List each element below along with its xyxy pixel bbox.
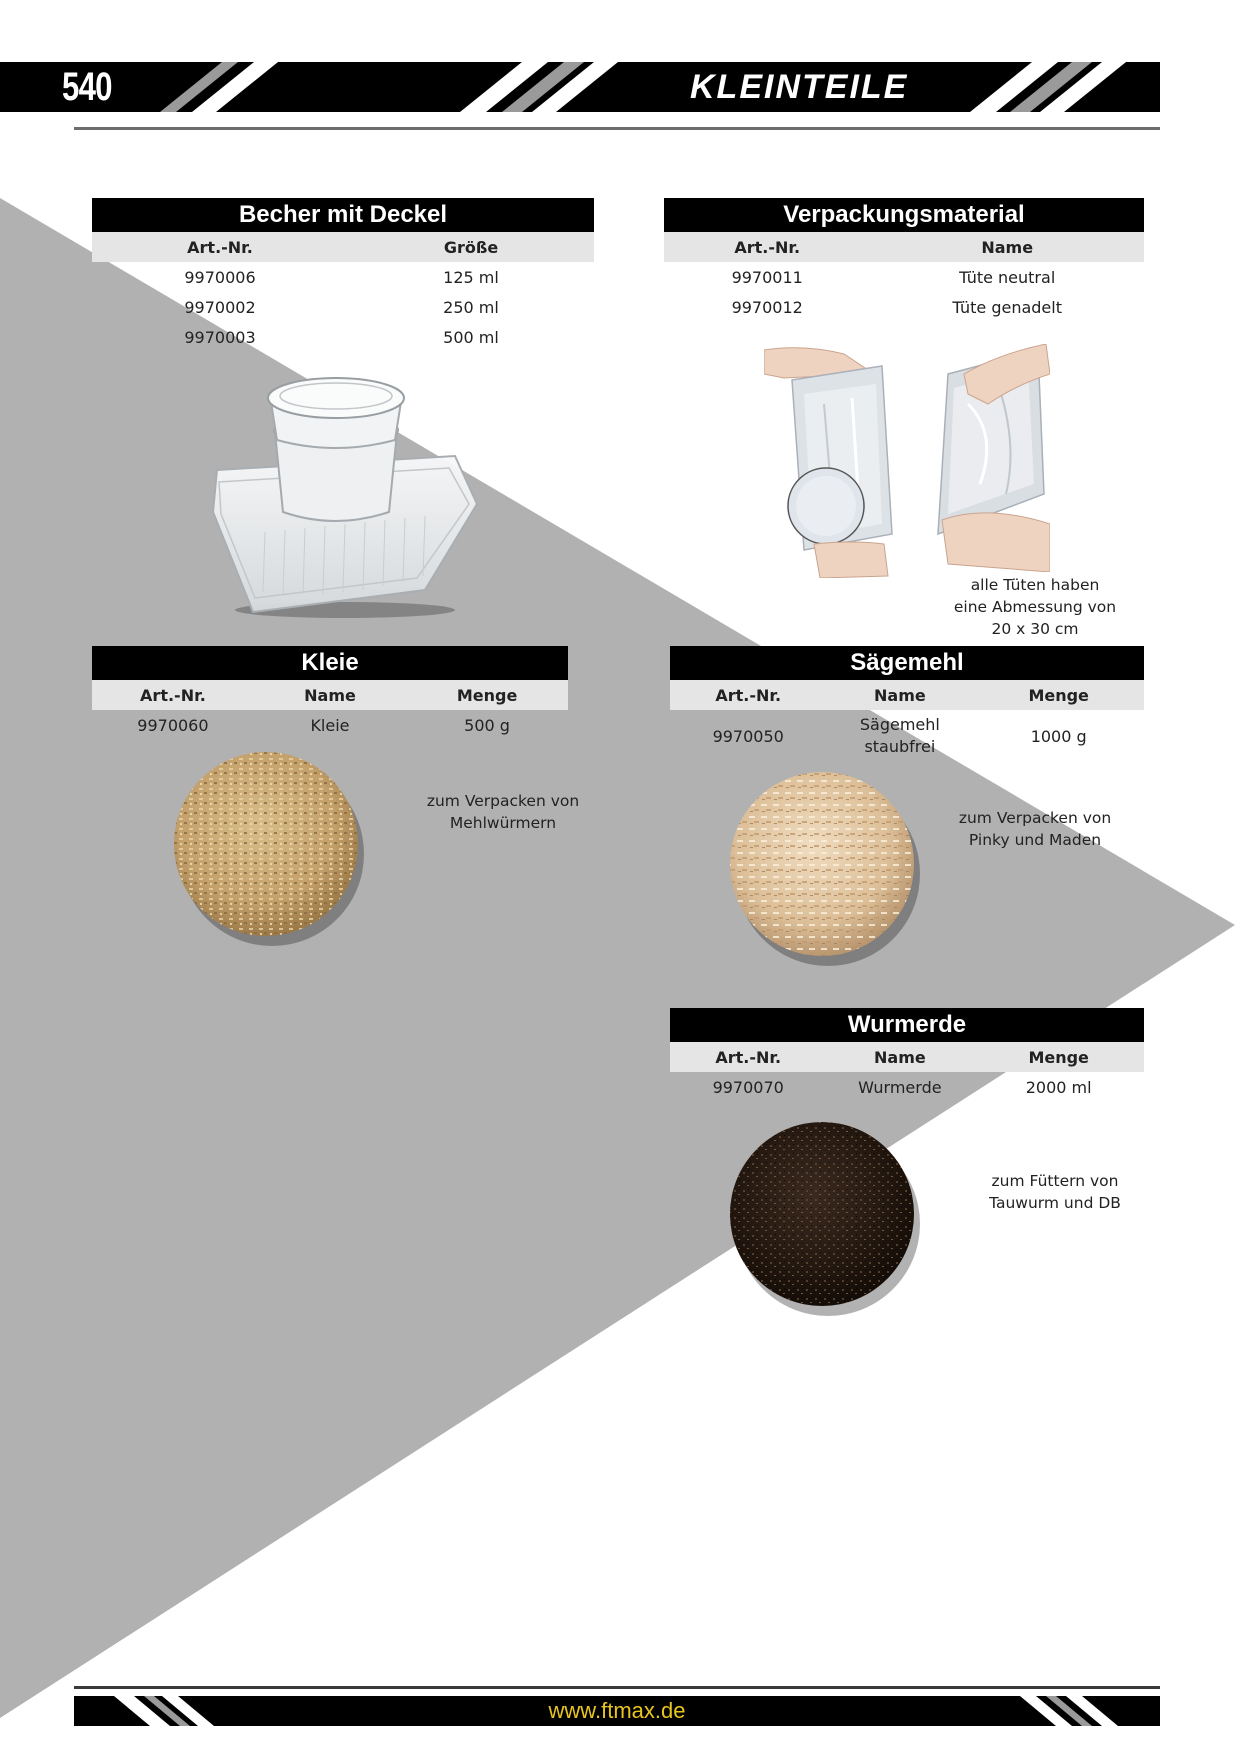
column-header-name: Name (826, 680, 973, 710)
wurmerde-usage-note (960, 1170, 1150, 1214)
kleie-table (92, 680, 568, 740)
cell-art-nr: 9970011 (731, 267, 803, 287)
note-line: Pinky und Maden (968, 831, 1102, 849)
table-row (664, 292, 1144, 322)
section-saegemehl (670, 646, 1144, 762)
table-header-row (670, 1042, 1144, 1072)
column-header-name: Name (254, 680, 406, 710)
cell-name-line: staubfrei (864, 737, 936, 756)
cell-art-nr: 9970070 (712, 1077, 784, 1097)
cell-art-nr: 9970002 (184, 297, 256, 317)
column-header-art-nr: Art.-Nr. (670, 1042, 826, 1072)
worm-soil-image (724, 1116, 924, 1316)
cell-art-nr: 9970003 (184, 327, 256, 347)
saegemehl-table (670, 680, 1144, 762)
cell-groesse: 250 ml (443, 297, 499, 317)
column-header-art-nr: Art.-Nr. (664, 232, 870, 262)
cell-art-nr: 9970060 (137, 715, 209, 735)
cell-menge: 2000 ml (1025, 1077, 1092, 1097)
bran-image (168, 746, 368, 946)
cell-menge: 500 g (464, 715, 510, 735)
section-title: Wurmerde (670, 1008, 1144, 1042)
table-row (664, 262, 1144, 292)
table-row (92, 322, 594, 352)
table-header-row (92, 680, 568, 710)
cell-menge: 1000 g (1030, 726, 1087, 746)
verpackung-table (664, 232, 1144, 322)
header-divider (74, 127, 1160, 130)
table-header-row (670, 680, 1144, 710)
note-line: Mehlwürmern (449, 814, 557, 832)
section-title: Verpackungsmaterial (664, 198, 1144, 232)
note-line: 20 x 30 cm (991, 620, 1079, 638)
note-line: zum Füttern von (991, 1172, 1119, 1190)
sawdust-image (724, 766, 924, 966)
footer-divider (74, 1686, 1160, 1689)
section-title: Sägemehl (670, 646, 1144, 680)
note-line: alle Tüten haben (970, 576, 1100, 594)
table-row (670, 1072, 1144, 1102)
cell-art-nr: 9970050 (712, 726, 784, 746)
table-header-row (92, 232, 594, 262)
section-title: Kleie (92, 646, 568, 680)
cell-art-nr: 9970012 (731, 297, 803, 317)
table-row (92, 292, 594, 322)
cell-groesse: 125 ml (443, 267, 499, 287)
plastic-bag-perforated-image (928, 344, 1050, 572)
column-header-art-nr: Art.-Nr. (670, 680, 826, 710)
note-line: eine Abmessung von (953, 598, 1117, 616)
note-line: zum Verpacken von (426, 792, 580, 810)
becher-table (92, 232, 594, 352)
table-header-row (664, 232, 1144, 262)
table-row (92, 710, 568, 740)
page-title: KLEINTEILE (690, 68, 909, 106)
plastic-containers-image (205, 372, 485, 622)
column-header-art-nr: Art.-Nr. (92, 680, 254, 710)
cell-name: Tüte genadelt (952, 297, 1062, 317)
column-header-name: Name (826, 1042, 973, 1072)
wurmerde-table (670, 1042, 1144, 1102)
note-line: Tauwurm und DB (989, 1194, 1121, 1212)
column-header-art-nr: Art.-Nr. (92, 232, 348, 262)
footer-website-link[interactable]: www.ftmax.de (548, 1698, 686, 1723)
table-row (670, 710, 1144, 762)
section-wurmerde (670, 1008, 1144, 1102)
column-header-menge: Menge (973, 1042, 1144, 1072)
section-becher-mit-deckel (92, 198, 594, 352)
cell-name-line: Sägemehl (859, 715, 940, 734)
table-row (92, 262, 594, 292)
cell-name (826, 710, 973, 762)
header-bar (0, 62, 1160, 112)
cell-name: Wurmerde (858, 1077, 942, 1097)
bag-dimension-note (940, 574, 1130, 640)
section-title: Becher mit Deckel (92, 198, 594, 232)
column-header-groesse: Größe (348, 232, 594, 262)
cell-art-nr: 9970006 (184, 267, 256, 287)
plastic-bag-neutral-image (764, 344, 900, 578)
cell-groesse: 500 ml (443, 327, 499, 347)
page-number: 540 (62, 65, 112, 109)
column-header-menge: Menge (973, 680, 1144, 710)
note-line: zum Verpacken von (958, 809, 1112, 827)
saegemehl-usage-note (940, 807, 1130, 851)
column-header-name: Name (870, 232, 1144, 262)
section-kleie (92, 646, 568, 740)
section-verpackungsmaterial (664, 198, 1144, 322)
column-header-menge: Menge (406, 680, 568, 710)
cell-name: Tüte neutral (959, 267, 1056, 287)
kleie-usage-note (408, 790, 598, 834)
cell-name: Kleie (310, 715, 350, 735)
